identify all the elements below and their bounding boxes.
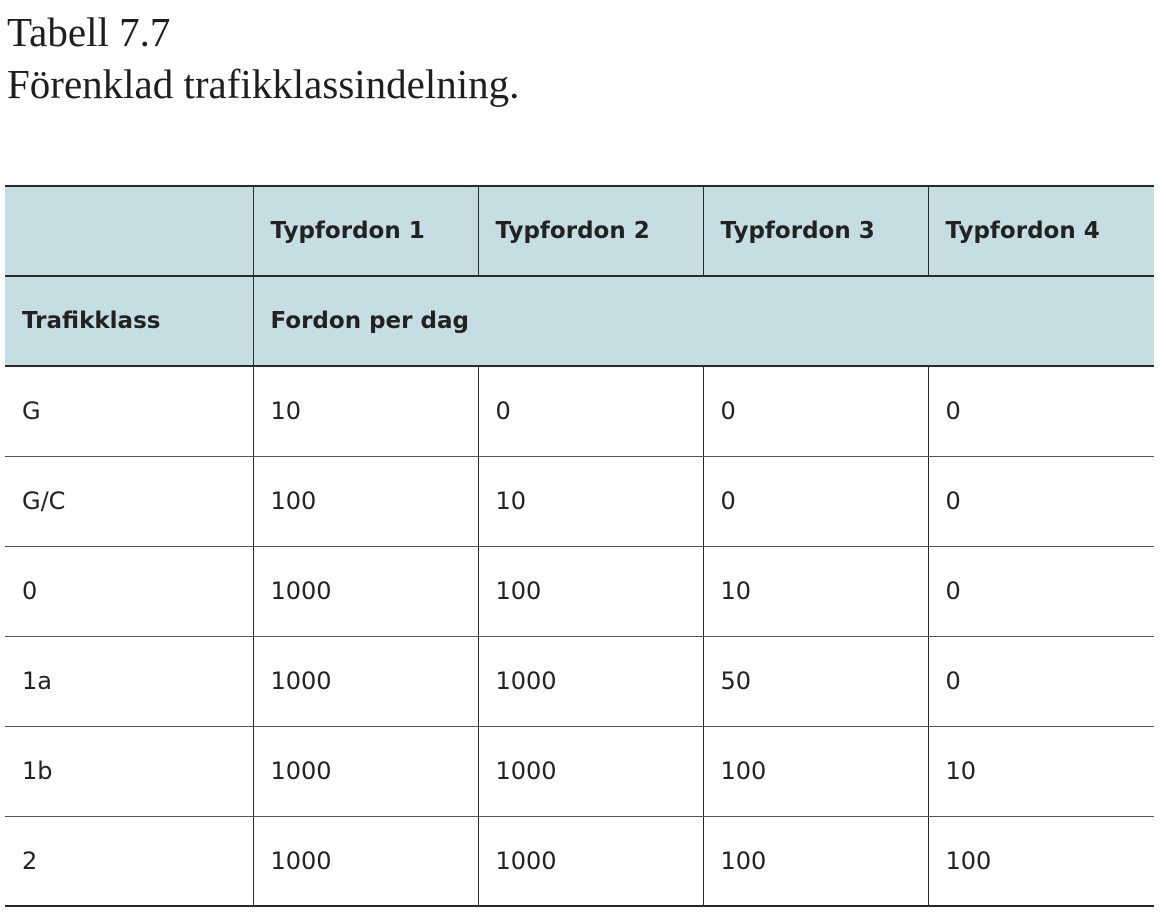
vehicles-per-day-cell: 50 <box>703 636 928 726</box>
table-header <box>5 186 1154 366</box>
vehicles-per-day-cell: 10 <box>478 456 703 546</box>
table-row <box>5 816 1154 906</box>
traffic-class-cell: 2 <box>5 816 253 906</box>
traffic-class-cell: G/C <box>5 456 253 546</box>
header-cell-typfordon-2: Typfordon 2 <box>478 186 703 276</box>
header-row-vehicle-types <box>5 186 1154 276</box>
vehicles-per-day-cell: 100 <box>703 816 928 906</box>
table-caption <box>7 6 519 110</box>
vehicles-per-day-cell: 1000 <box>478 726 703 816</box>
vehicles-per-day-cell: 1000 <box>253 816 478 906</box>
table-row <box>5 546 1154 636</box>
table-row <box>5 366 1154 456</box>
vehicles-per-day-cell: 10 <box>928 726 1154 816</box>
traffic-class-cell: G <box>5 366 253 456</box>
vehicles-per-day-cell: 100 <box>253 456 478 546</box>
header-cell-typfordon-4: Typfordon 4 <box>928 186 1154 276</box>
vehicles-per-day-cell: 0 <box>928 456 1154 546</box>
traffic-class-cell: 0 <box>5 546 253 636</box>
traffic-class-cell: 1b <box>5 726 253 816</box>
header-cell-trafikklass: Trafikklass <box>5 276 253 366</box>
table-row <box>5 726 1154 816</box>
header-cell-fordon-per-dag: Fordon per dag <box>253 276 1154 366</box>
traffic-class-table <box>5 185 1154 907</box>
vehicles-per-day-cell: 0 <box>928 546 1154 636</box>
header-cell-typfordon-1: Typfordon 1 <box>253 186 478 276</box>
header-row-labels <box>5 276 1154 366</box>
caption-number: Tabell 7.7 <box>7 9 171 55</box>
vehicles-per-day-cell: 0 <box>703 366 928 456</box>
vehicles-per-day-cell: 0 <box>928 366 1154 456</box>
vehicles-per-day-cell: 100 <box>478 546 703 636</box>
vehicles-per-day-cell: 0 <box>703 456 928 546</box>
vehicles-per-day-cell: 10 <box>703 546 928 636</box>
vehicles-per-day-cell: 0 <box>478 366 703 456</box>
vehicles-per-day-cell: 1000 <box>253 546 478 636</box>
table-row <box>5 456 1154 546</box>
vehicles-per-day-cell: 100 <box>928 816 1154 906</box>
vehicles-per-day-cell: 1000 <box>478 816 703 906</box>
vehicles-per-day-cell: 10 <box>253 366 478 456</box>
header-cell-empty <box>5 186 253 276</box>
vehicles-per-day-cell: 1000 <box>253 726 478 816</box>
vehicles-per-day-cell: 1000 <box>478 636 703 726</box>
vehicles-per-day-cell: 0 <box>928 636 1154 726</box>
caption-title: Förenklad trafikklassindelning. <box>7 61 520 107</box>
vehicles-per-day-cell: 1000 <box>253 636 478 726</box>
vehicles-per-day-cell: 100 <box>703 726 928 816</box>
table-row <box>5 636 1154 726</box>
traffic-class-cell: 1a <box>5 636 253 726</box>
header-cell-typfordon-3: Typfordon 3 <box>703 186 928 276</box>
table-body <box>5 366 1154 906</box>
